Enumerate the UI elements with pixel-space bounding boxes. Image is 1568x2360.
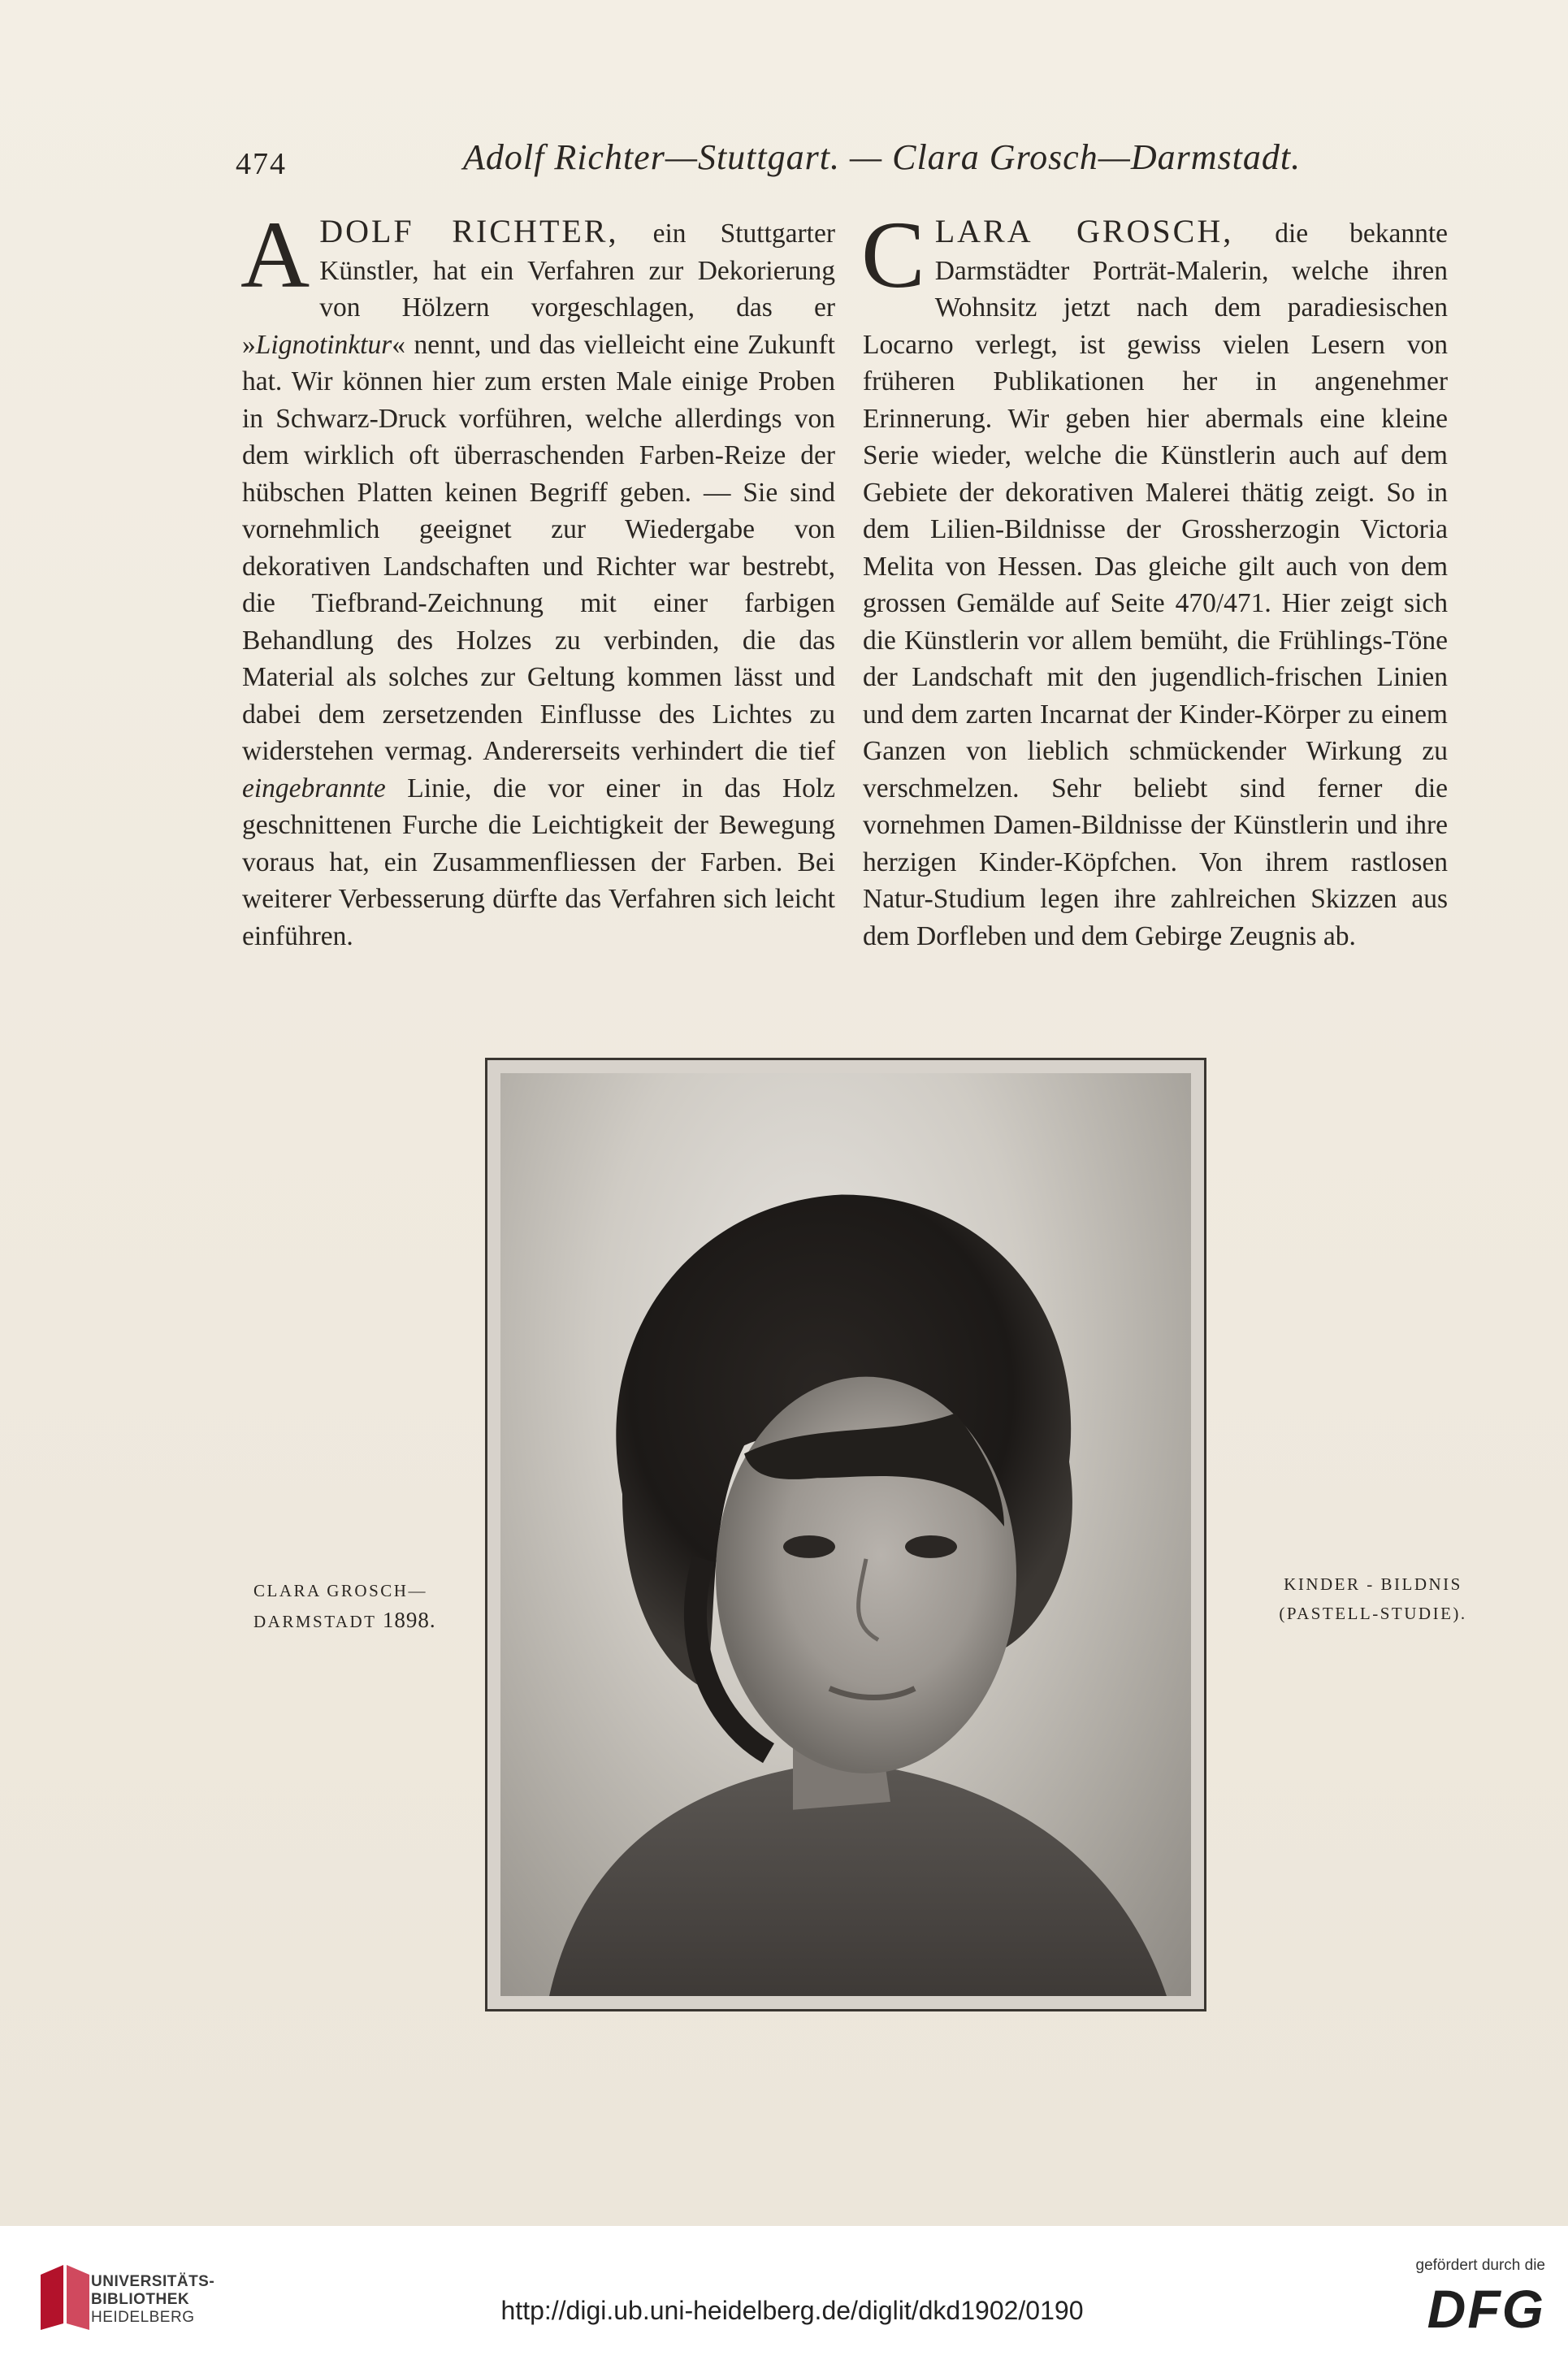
italic-term: eingebrannte <box>242 773 386 803</box>
digitization-footer <box>0 2226 1568 2360</box>
body-text: die bekannte Darmstädter Porträt-Malerin, welche ihren Wohnsitz jetzt nach dem paradiesischen Locarno verlegt, ist gewiss vielen Lesern von früheren Publikationen her in angenehmer Erinnerung. Wir geben hier abermals eine kleine Serie wieder, welche die Künstlerin auch auf dem Gebiete der dekorativen Malerei thätig zeigt. So in dem Lilien-Bildnisse der Grossherzogin Victoria Melita von Hessen. Das gleiche gilt auch von dem grossen Gemälde auf Seite 470/471. Hier zeigt sich die Künstlerin vor allem bemüht, die Frühlings-Töne der Landschaft mit den jugendlich-frischen Linien und dem zarten Incarnat der Kinder-Körper zu einem Ganzen von lieblich schmückender Wirkung zu verschmelzen. Sehr beliebt sind ferner die vornehmen Damen-Bildnisse der Künstlerin und ihre herzigen Kinder-Köpfchen. Von ihrem rastlosen Natur-Studium legen ihre zahlreichen Skizzen aus dem Dorfleben und dem Gebirge Zeugnis ab. <box>863 219 1448 951</box>
figure-caption-artist <box>253 1576 465 1636</box>
page-number: 474 <box>236 147 287 181</box>
article-grosch-paragraph <box>861 201 1448 955</box>
body-text: « nennt, und das vielleicht eine Zukunft hat. Wir können hier zum ersten Male einige Proben in Schwarz-Druck vorführen, welche allerdings von dem wirklich oft überraschenden Farben-Reize der hübschen Platten keinen Begriff geben. — Sie sind vornehmlich geeignet zur Wiedergabe von dekorativen Landschaften und Richter war bestrebt, die Tiefbrand-Zeichnung mit einer farbigen Behandlung des Holzes zu verbinden, die das Material als solches zur Geltung kommen lässt und dabei dem zersetzenden Einflusse des Lichtes zu widerstehen vermag. Andererseits verhindert die tief <box>242 329 835 766</box>
portrait-figure <box>485 1058 1206 2011</box>
portrait-drawing <box>500 1073 1191 1996</box>
caption-city-year <box>253 1605 465 1636</box>
lead-smallcaps-grosch: LARA GROSCH, <box>934 213 1234 249</box>
body-text: Linie, die vor einer in das Holz geschnittenen Furche die Leichtigkeit der Bewegung voraus hat, ein Zusammenfliessen der Farben. Bei weiterer Verbesserung dürfte das Verfahren sich leicht einführen. <box>242 773 835 951</box>
figure-caption-title <box>1267 1570 1479 1628</box>
body-text: ein Stuttgarter Künstler, hat ein Verfahren zur Dekorierung von Hölzern vorgeschlagen, das er » <box>242 219 835 360</box>
dropcap-c: C <box>861 201 925 308</box>
article-grosch <box>861 201 1448 955</box>
running-head <box>236 136 1471 185</box>
caption-title: KINDER - BILDNIS <box>1284 1574 1462 1594</box>
running-title: Adolf Richter—Stuttgart. — Clara Grosch—Darmstadt. <box>463 137 1302 177</box>
library-name-line: BIBLIOTHEK <box>91 2291 190 2308</box>
funding-label: gefördert durch die <box>1415 2257 1545 2274</box>
child-portrait-image <box>500 1073 1191 1996</box>
library-name-line: UNIVERSITÄTS- <box>91 2273 215 2290</box>
dfg-logo: DFG <box>1427 2279 1545 2339</box>
library-name <box>91 2273 214 2327</box>
article-richter <box>240 201 835 955</box>
article-richter-paragraph <box>240 201 835 955</box>
dropcap-a: A <box>240 201 310 308</box>
italic-term: Lignotinktur <box>255 329 392 360</box>
caption-medium: (PASTELL-STUDIE). <box>1279 1604 1467 1623</box>
university-library-logo <box>32 2258 97 2332</box>
caption-city: DARMSTADT <box>253 1612 377 1631</box>
lead-smallcaps-richter: DOLF RICHTER, <box>319 213 619 249</box>
library-name-line: HEIDELBERG <box>91 2309 195 2326</box>
permalink-url[interactable]: http://digi.ub.uni-heidelberg.de/diglit/dkd1902/0190 <box>500 2296 1084 2325</box>
caption-year: 1898. <box>382 1608 436 1632</box>
caption-artist-name: CLARA GROSCH— <box>253 1581 427 1600</box>
